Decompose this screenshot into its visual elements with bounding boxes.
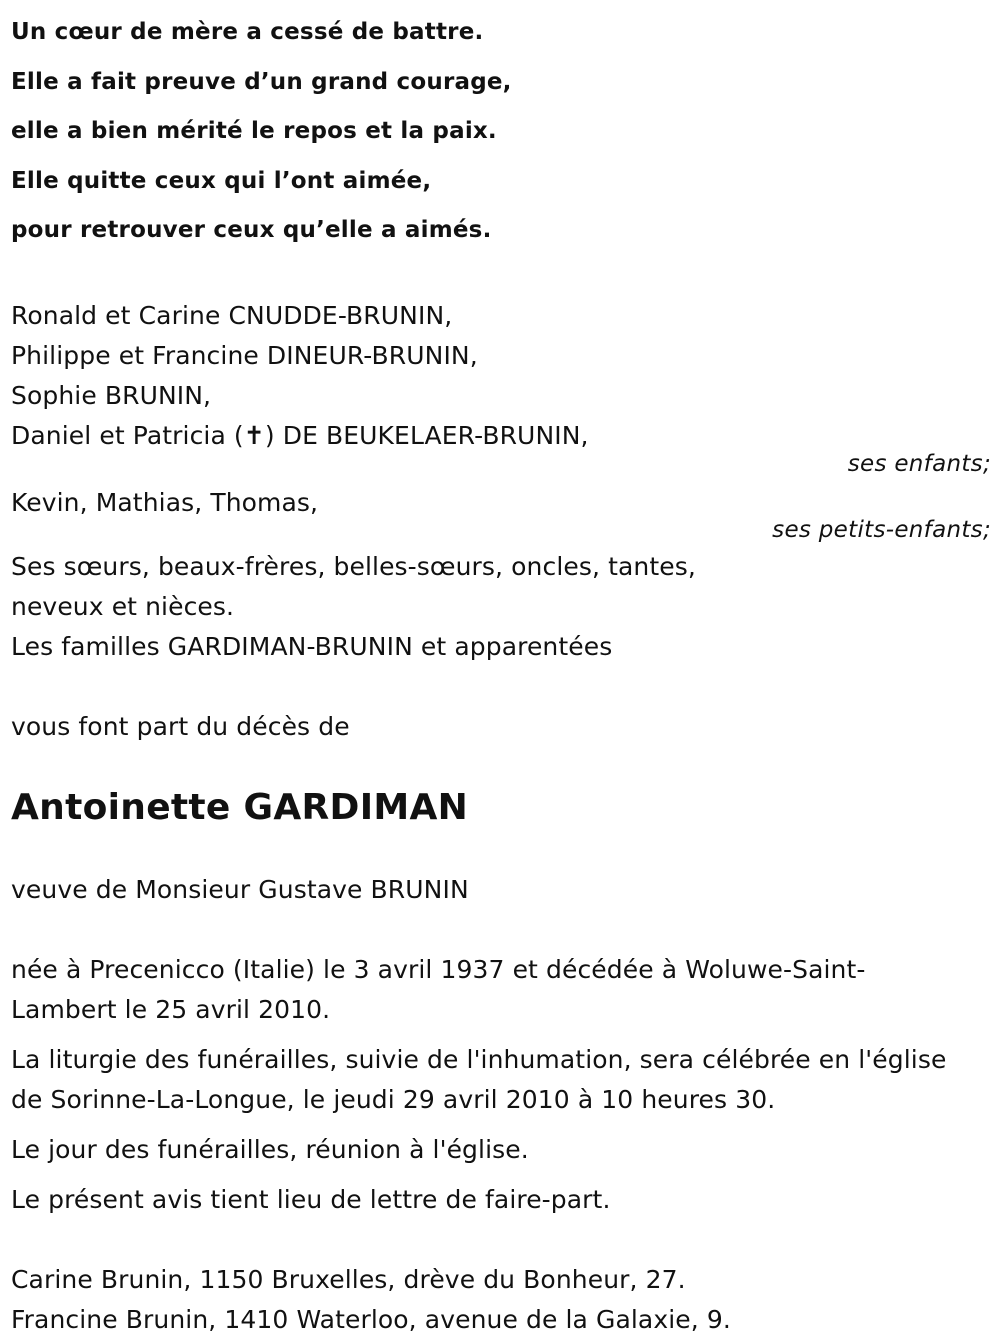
address-line: Francine Brunin, 1410 Waterloo, avenue de la Galaxie, 9.	[11, 1304, 731, 1334]
poem-line: pour retrouver ceux qu’elle a aimés.	[11, 217, 492, 243]
poem-line: Elle quitte ceux qui l’ont aimée,	[11, 167, 432, 194]
meeting-info: Le jour des funérailles, réunion à l'église.	[11, 1134, 529, 1164]
liturgy-line: La liturgie des funérailles, suivie de l'inhumation, sera célébrée en l'église	[11, 1044, 947, 1074]
family-line: neveux et nièces.	[11, 591, 235, 621]
poem-line: Un cœur de mère a cessé de battre.	[11, 19, 484, 45]
obituary-notice	[11, 0, 991, 1340]
announcement: vous font part du décès de	[11, 711, 350, 741]
deceased-name: Antoinette GARDIMAN	[11, 786, 469, 828]
birth-death-line: née à Precenicco (Italie) le 3 avril 1937 et décédée à Woluwe-Saint-	[11, 954, 866, 984]
address-line: Carine Brunin, 1150 Bruxelles, drève du Bonheur, 27.	[11, 1264, 686, 1294]
poem-line: Elle a fait preuve d’un grand courage,	[11, 68, 512, 95]
liturgy-line: de Sorinne-La-Longue, le jeudi 29 avril 2010 à 10 heures 30.	[11, 1084, 776, 1114]
child-line: Philippe et Francine DINEUR-BRUNIN,	[11, 340, 478, 370]
birth-death	[11, 950, 991, 1030]
widow-of: veuve de Monsieur Gustave BRUNIN	[11, 874, 469, 904]
grandchildren-relation: ses petits-enfants;	[772, 516, 991, 543]
addresses	[11, 1260, 991, 1340]
family-block	[11, 547, 991, 667]
child-line: Sophie BRUNIN,	[11, 380, 212, 410]
grandchildren-block	[11, 483, 991, 544]
family-line: Ses sœurs, beaux-frères, belles-sœurs, oncles, tantes,	[11, 551, 696, 581]
notice-info: Le présent avis tient lieu de lettre de faire-part.	[11, 1184, 611, 1214]
family-line: Les familles GARDIMAN-BRUNIN et apparentées	[11, 631, 613, 661]
child-line: Ronald et Carine CNUDDE-BRUNIN,	[11, 300, 453, 330]
liturgy	[11, 1040, 991, 1120]
birth-death-line: Lambert le 25 avril 2010.	[11, 994, 331, 1024]
grandchildren-line: Kevin, Mathias, Thomas,	[11, 487, 319, 517]
poem-line: elle a bien mérité le repos et la paix.	[11, 118, 497, 144]
child-line: Daniel et Patricia (✝) DE BEUKELAER-BRUNIN,	[11, 420, 589, 450]
children-list	[11, 296, 991, 478]
children-relation: ses enfants;	[847, 450, 991, 477]
poem	[11, 8, 991, 256]
